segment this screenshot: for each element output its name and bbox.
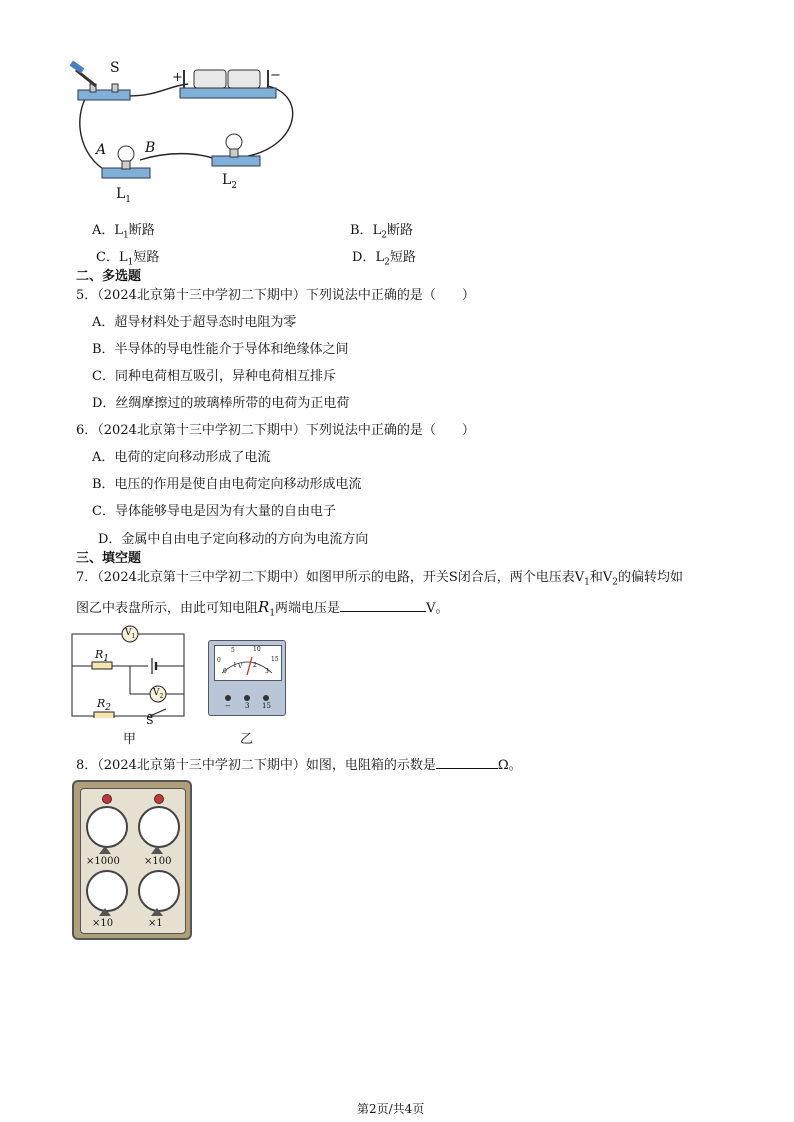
resistance-box-figure	[72, 780, 192, 940]
page-footer: 第2页/共4页	[357, 1102, 425, 1116]
q7-stem-line2: 图乙中表盘所示，由此可知电阻$R_1$两端电压是 V。	[76, 598, 449, 619]
q4-option-b: B．$L_2$断路	[350, 223, 413, 241]
dial-multiplier-10: ×10	[92, 918, 114, 929]
meter-scale-bottom-1: 1	[233, 662, 237, 669]
q4-label-minus: −	[270, 68, 281, 83]
dial-pointer-icon	[99, 908, 111, 916]
q4-label-s: S	[110, 60, 120, 76]
meter-scale-top-10: 10	[253, 646, 261, 653]
dial-icon	[86, 806, 128, 848]
terminal-icon	[102, 794, 112, 804]
q6-option-c: C．导体能够导电是因为有大量的自由电子	[92, 504, 336, 519]
q7-voltmeter-figure	[208, 640, 286, 716]
q7-label-s: S	[146, 714, 154, 727]
meter-scale-bottom-3: 3	[265, 668, 269, 675]
dial-pointer-icon	[151, 846, 163, 854]
meter-terminal-label-3: 3	[245, 702, 250, 710]
meter-unit: V	[238, 663, 243, 670]
q6-option-a: A．电荷的定向移动形成了电流	[92, 450, 271, 465]
q4-label-a: A	[96, 142, 107, 158]
q7-answer-blank[interactable]	[340, 599, 426, 612]
meter-scale-top-5: 5	[231, 647, 235, 654]
q4-label-b: B	[145, 140, 156, 156]
terminal-3-icon	[244, 695, 250, 701]
meter-terminal-label-15: 15	[262, 702, 271, 710]
terminal-icon	[154, 794, 164, 804]
q8-stem: 8．（2024北京第十三中学初二下期中）如图，电阻箱的示数是 Ω。	[76, 758, 522, 773]
dial-pointer-icon	[99, 846, 111, 854]
section-heading-multi: 二、多选题	[76, 269, 142, 284]
meter-scale-top-0: 0	[217, 657, 221, 664]
q6-stem: 6．（2024北京第十三中学初二下期中）下列说法中正确的是（ ）	[76, 423, 475, 438]
q4-option-a: A．$L_1$断路	[92, 223, 155, 241]
meter-scale-top-15: 15	[271, 656, 279, 663]
q4-option-c: C．$L_1$短路	[96, 250, 160, 268]
q7-label-r1: $R_1$	[95, 648, 110, 665]
q7-label-v2: $V_2$	[153, 688, 164, 700]
q5-option-d: D．丝绸摩擦过的玻璃棒所带的电荷为正电荷	[92, 396, 350, 411]
q7-label-v1: $V_1$	[125, 628, 136, 640]
dial-multiplier-1000: ×1000	[86, 856, 120, 867]
q4-label-l1: $L_1$	[116, 186, 132, 205]
q4-label-l2: $L_2$	[222, 172, 238, 191]
dial-icon	[86, 870, 128, 912]
dial-pointer-icon	[151, 908, 163, 916]
meter-terminal-label-neg: −	[225, 702, 231, 710]
dial-multiplier-1: ×1	[148, 918, 163, 929]
q7-caption-jia: 甲	[123, 732, 137, 747]
q7-label-r2: $R_2$	[97, 697, 112, 714]
q8-answer-blank[interactable]	[436, 756, 498, 769]
terminal-neg-icon	[225, 695, 231, 701]
q7-caption-yi: 乙	[240, 732, 254, 747]
section-heading-fill: 三、填空题	[76, 551, 142, 566]
terminal-15-icon	[263, 695, 269, 701]
dial-icon	[138, 870, 180, 912]
q5-stem: 5．（2024北京第十三中学初二下期中）下列说法中正确的是（ ）	[76, 288, 475, 303]
q5-option-b: B．半导体的导电性能介于导体和绝缘体之间	[92, 342, 349, 357]
meter-scale-bottom-0: 0	[223, 668, 227, 675]
dial-multiplier-100: ×100	[144, 856, 172, 867]
q7-stem-line1: 7．（2024北京第十三中学初二下期中）如图甲所示的电路，开关S闭合后，两个电压表$V_1$和$V_2$的偏转均如	[76, 570, 684, 588]
meter-scale-bottom-2: 2	[253, 662, 257, 669]
q5-option-a: A．超导材料处于超导态时电阻为零	[92, 315, 297, 330]
q4-option-d: D．$L_2$短路	[352, 250, 416, 268]
q6-option-d: D．金属中自由电子定向移动的方向为电流方向	[98, 532, 369, 547]
q6-option-b: B．电压的作用是使自由电荷定向移动形成电流	[92, 477, 362, 492]
q4-label-plus: +	[172, 70, 183, 85]
dial-icon	[138, 806, 180, 848]
q5-option-c: C．同种电荷相互吸引，异种电荷相互排斥	[92, 369, 336, 384]
